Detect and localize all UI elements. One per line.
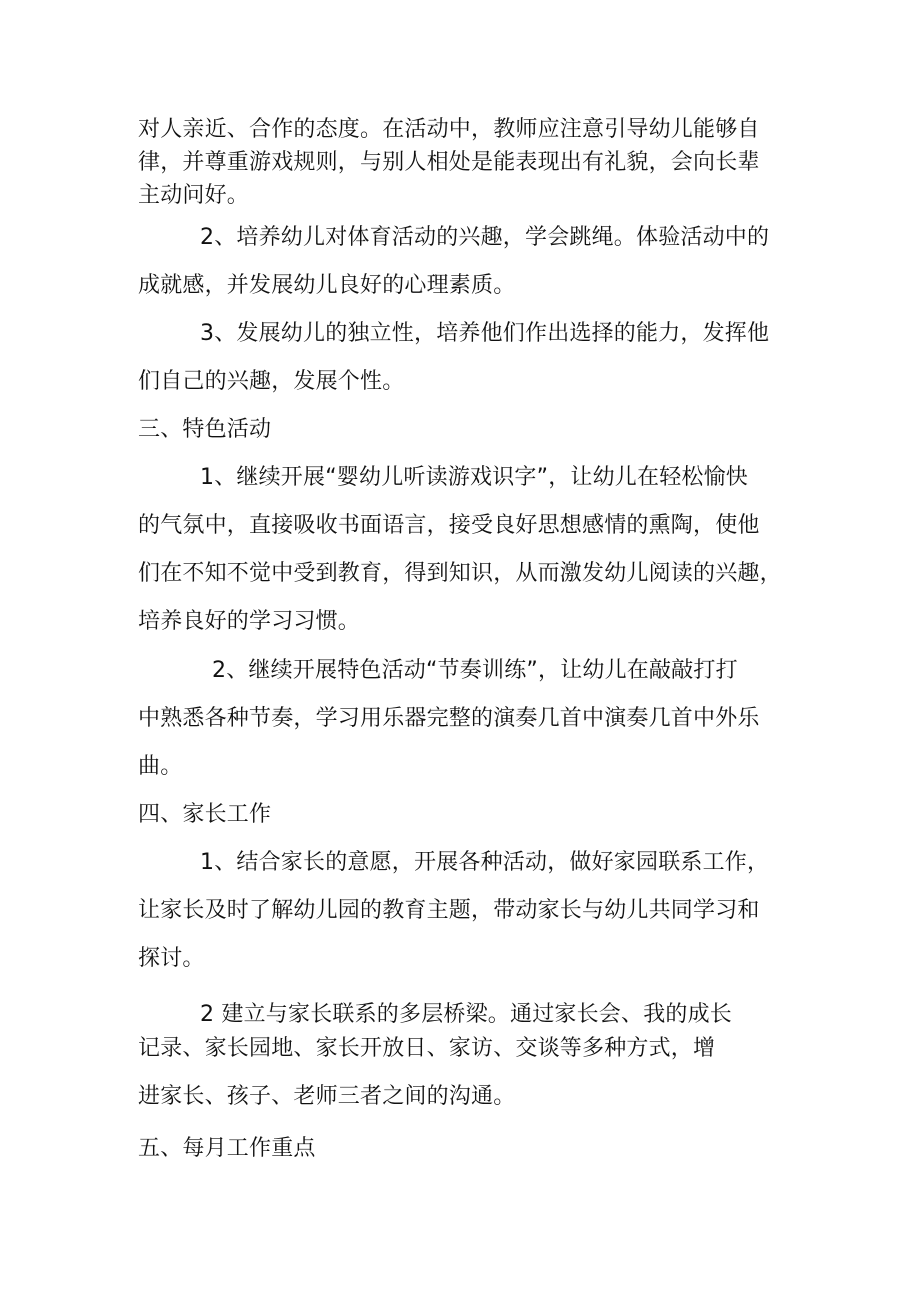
paragraph-line: 的气氛中，直接吸收书面语言，接受良好思想感情的熏陶，使他 <box>138 513 760 538</box>
paragraph-line: 让家长及时了解幼儿园的教育主题，带动家长与幼儿共同学习和 <box>138 898 760 923</box>
section-heading: 四、家长工作 <box>138 802 272 827</box>
section-heading: 三、特色活动 <box>138 417 272 442</box>
paragraph-line: 们在不知不觉中受到教育，得到知识，从而激发幼儿阅读的兴趣， <box>138 561 782 586</box>
paragraph-line: 探讨。 <box>138 946 205 971</box>
paragraph-line: 们自己的兴趣，发展个性。 <box>138 369 405 394</box>
paragraph-line: 成就感，并发展幼儿良好的心理素质。 <box>138 273 516 298</box>
paragraph-line: 3、发展幼儿的独立性，培养他们作出选择的能力，发挥他 <box>200 321 770 346</box>
paragraph-line: 培养良好的学习习惯。 <box>138 609 361 634</box>
paragraph-line: 律，并尊重游戏规则，与别人相处是能表现出有礼貌，会向长辈 <box>138 150 760 175</box>
paragraph-line: 主动问好。 <box>138 183 250 208</box>
paragraph-line: 进家长、孩子、老师三者之间的沟通。 <box>138 1084 516 1109</box>
paragraph-line: 对人亲近、合作的态度。在活动中，教师应注意引导幼儿能够自 <box>138 117 760 142</box>
paragraph-line: 1、继续开展“婴幼儿听读游戏识字”，让幼儿在轻松愉快 <box>200 465 748 490</box>
paragraph-line: 2、培养幼儿对体育活动的兴趣，学会跳绳。体验活动中的 <box>200 225 770 250</box>
paragraph-line: 2 建立与家长联系的多层桥梁。通过家长会、我的成长 <box>200 1002 732 1027</box>
paragraph-line: 1、结合家长的意愿，开展各种活动，做好家园联系工作， <box>200 850 770 875</box>
paragraph-line: 记录、家长园地、家长开放日、家访、交谈等多种方式，增 <box>138 1036 716 1061</box>
paragraph-line: 曲。 <box>138 754 183 779</box>
paragraph-line: 中熟悉各种节奏，学习用乐器完整的演奏几首中演奏几首中外乐 <box>138 706 760 731</box>
section-heading: 五、每月工作重点 <box>138 1136 316 1161</box>
paragraph-line: 2、继续开展特色活动“节奏训练”，让幼儿在敲敲打打 <box>212 658 738 683</box>
